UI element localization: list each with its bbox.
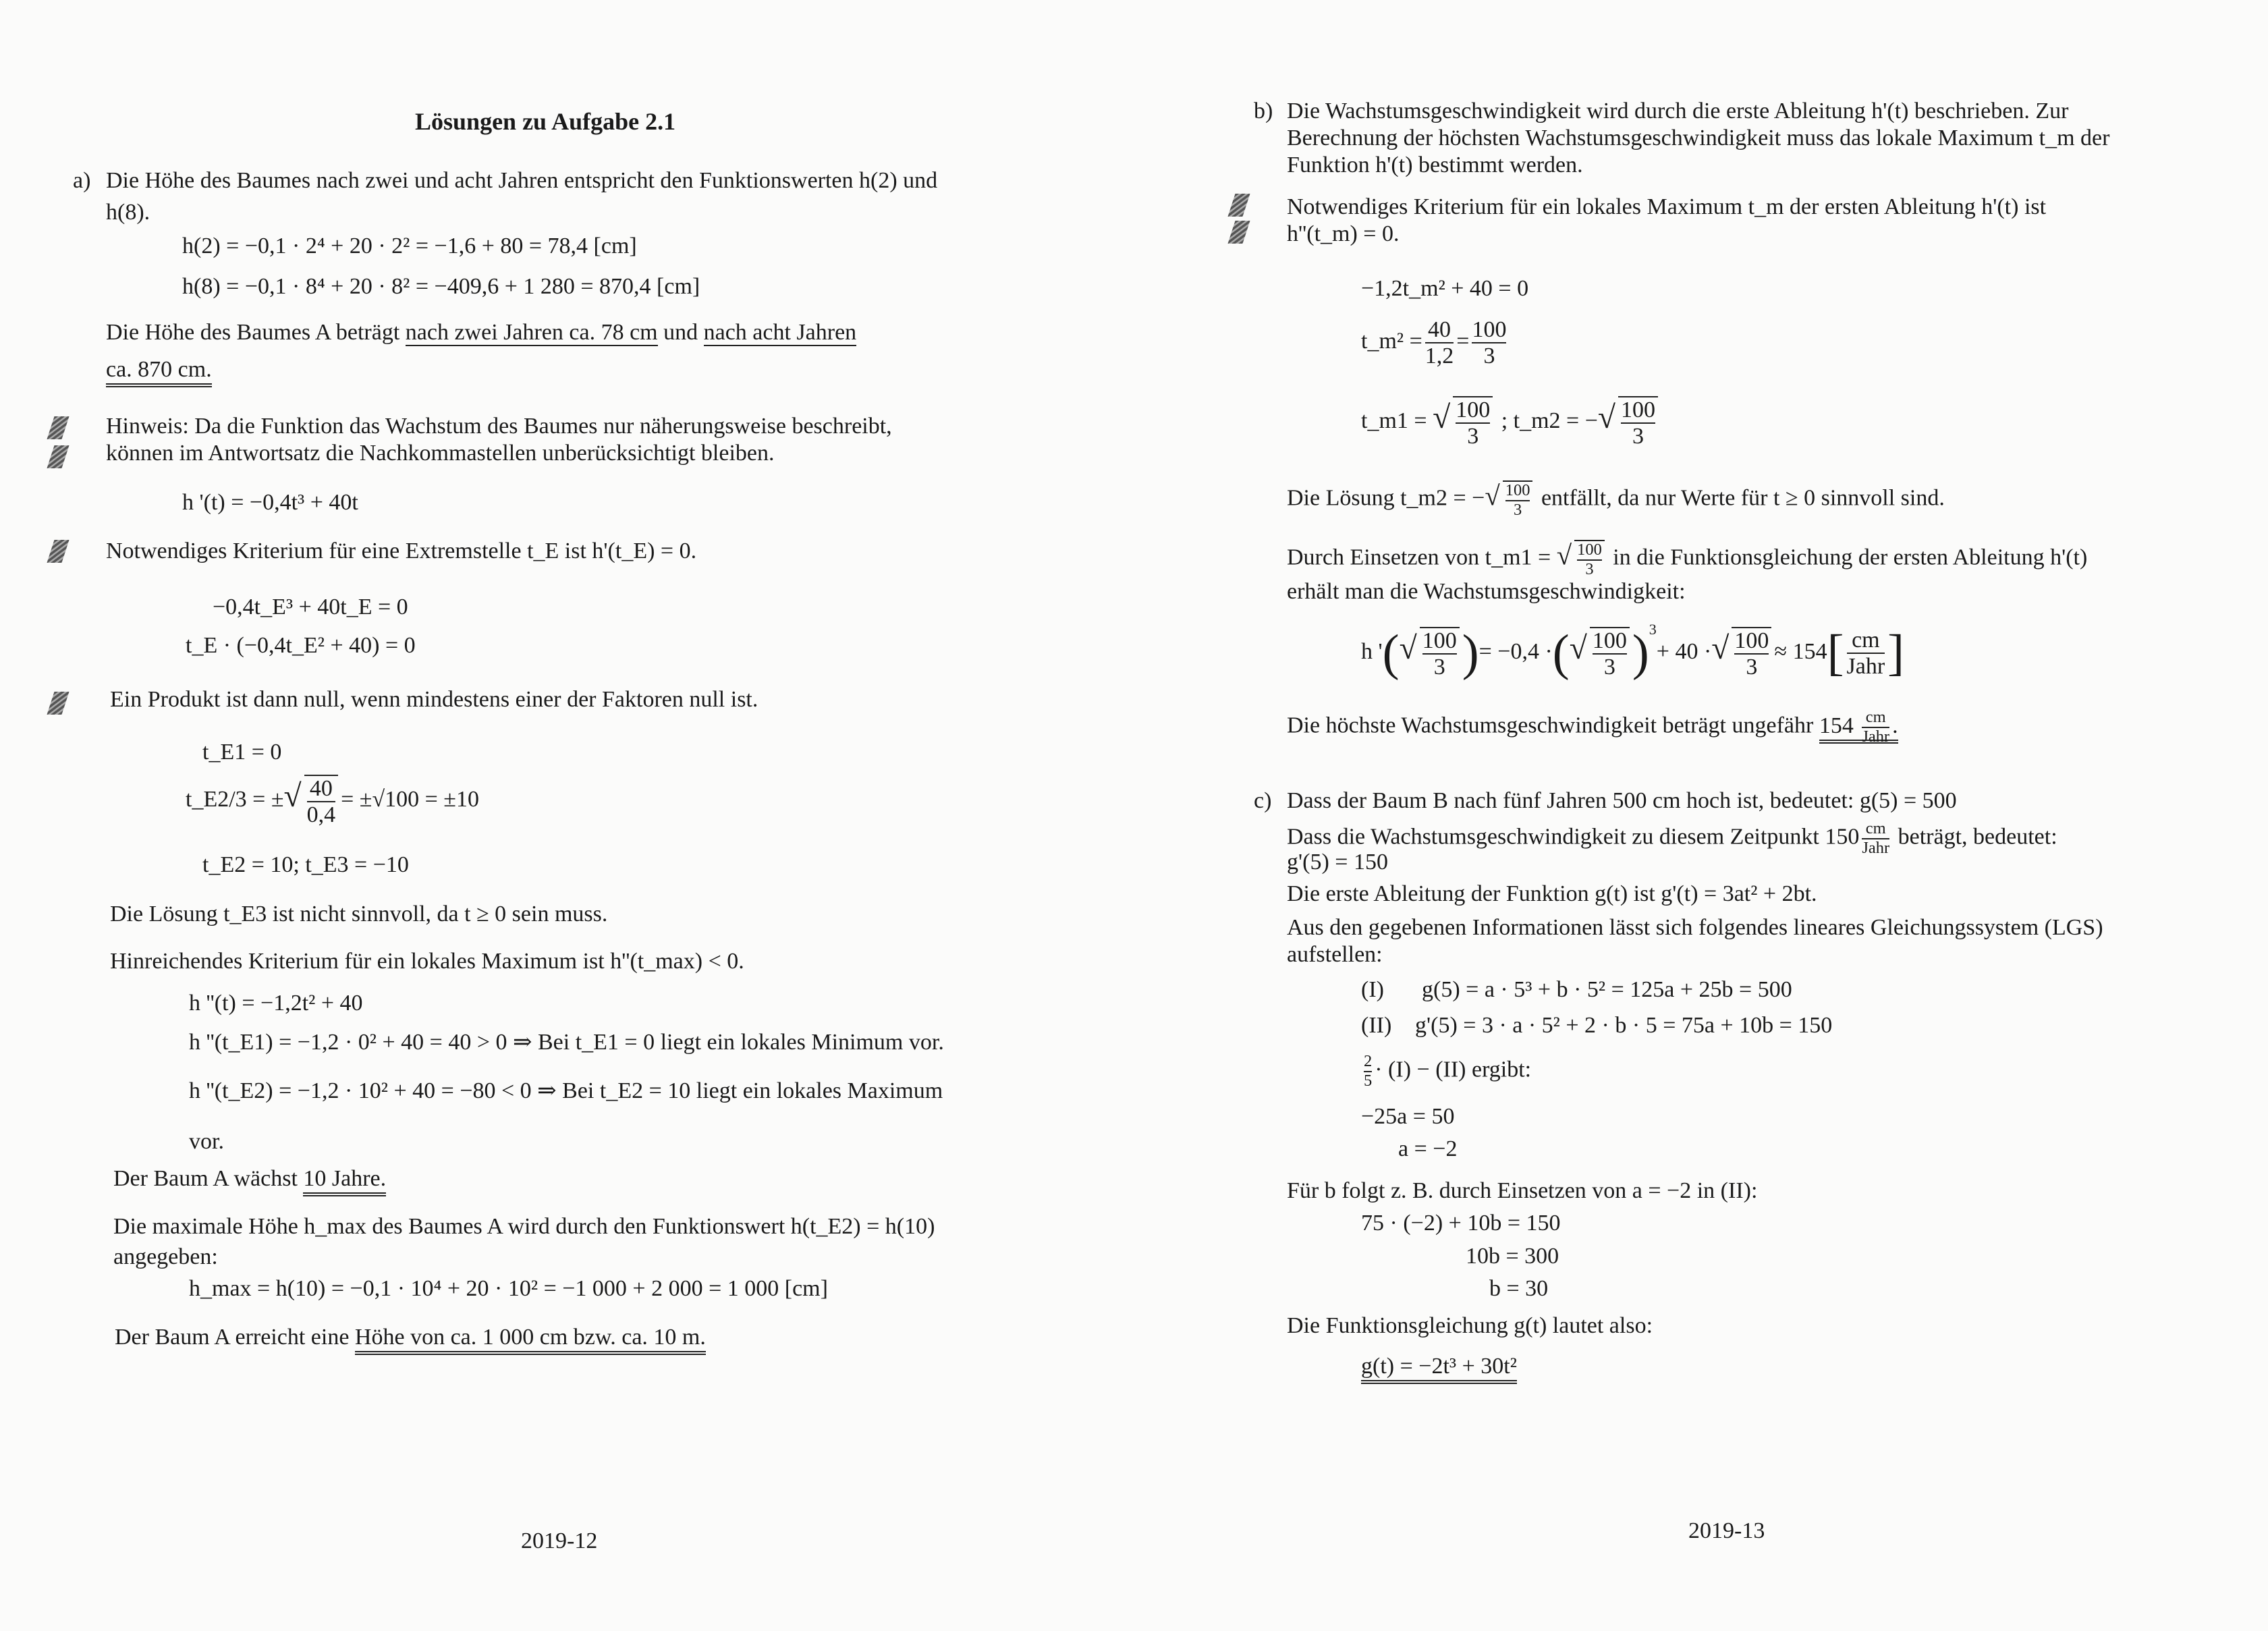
fraction: $\frac{100}{3}$ bbox=[1453, 396, 1493, 449]
part-a-label: a) bbox=[73, 168, 91, 193]
page-number: 2019-12 bbox=[521, 1528, 598, 1553]
equation: t_E1 = 0 bbox=[202, 740, 282, 765]
equation: 10b = 300 bbox=[1466, 1244, 1559, 1269]
text-line: Dass der Baum B nach fünf Jahren 500 cm hoch ist, bedeutet: g(5) = 500 bbox=[1287, 788, 1957, 813]
equation-tm2: t_m² = $\frac{40}{1,2}$ = $\frac{100}{3}$ bbox=[1361, 317, 1507, 369]
final-answer bbox=[1361, 1353, 1517, 1379]
fraction: $\frac{40}{0,4}$ bbox=[304, 775, 339, 828]
marker-icon bbox=[1227, 221, 1250, 244]
underlined-answer: 154 cm Jahr . bbox=[1819, 708, 1898, 746]
answer-a-cont bbox=[106, 356, 212, 383]
marker-icon bbox=[47, 416, 69, 439]
system-label: (I) bbox=[1361, 977, 1384, 1002]
part-b-label: b) bbox=[1254, 99, 1273, 123]
text-line: h''(t_m) = 0. bbox=[1287, 221, 1400, 246]
text-line-solution: Die Lösung t_m2 = −√ $\frac{100}{3}$ entfällt, da nur Werte für t ≥ 0 sinnvoll sind. bbox=[1287, 480, 1945, 519]
unit-fraction: cm Jahr bbox=[1862, 708, 1890, 746]
answer-a: Die Höhe des Baumes A beträgt nach zwei Jahren ca. 78 cm und nach acht Jahren bbox=[106, 320, 857, 345]
equation: b = 30 bbox=[1489, 1276, 1549, 1301]
fraction: $\frac{100}{3}$ bbox=[1618, 396, 1658, 449]
underlined-answer: Höhe von ca. 1 000 cm bzw. ca. 10 m. bbox=[355, 1325, 706, 1355]
unit-fraction: cm Jahr bbox=[1862, 819, 1890, 857]
text-line-rate: Dass die Wachstumsgeschwindigkeit zu diesem Zeitpunkt 150 cm Jahr beträgt, bedeutet: bbox=[1287, 819, 2057, 857]
equation: −25a = 50 bbox=[1361, 1104, 1455, 1129]
text-line: angegeben: bbox=[113, 1244, 218, 1269]
system-label: (II) bbox=[1361, 1013, 1392, 1038]
underlined-answer: nach zwei Jahren ca. 78 cm bbox=[405, 320, 658, 345]
answer-grow: Der Baum A wächst 10 Jahre. bbox=[113, 1165, 386, 1192]
fraction: $\frac{100}{3}$ bbox=[1574, 540, 1605, 579]
text-line: Für b folgt z. B. durch Einsetzen von a = −2 in (II): bbox=[1287, 1178, 1758, 1203]
underlined-answer: 10 Jahre. bbox=[303, 1166, 386, 1196]
right-page bbox=[1134, 0, 2268, 1631]
equation: h_max = h(10) = −0,1 · 10⁴ + 20 · 10² = −1 000 + 2 000 = 1 000 [cm] bbox=[189, 1276, 828, 1301]
marker-icon bbox=[1227, 194, 1250, 217]
equation-tE23: t_E2/3 = ±√ $\frac{40}{0,4}$ = ±√100 = ±10 bbox=[186, 776, 479, 828]
fraction: $\frac{40}{1,2}$ bbox=[1425, 317, 1454, 369]
equation: a = −2 bbox=[1398, 1136, 1458, 1161]
derivative: h '(t) = −0,4t³ + 40t bbox=[182, 490, 358, 515]
equation: h ''(t) = −1,2t² + 40 bbox=[189, 991, 363, 1016]
fraction: $\frac{100}{3}$ bbox=[1472, 317, 1507, 369]
text-line: Funktion h'(t) bestimmt werden. bbox=[1287, 153, 1583, 177]
fraction: $\frac{2}{5}$ bbox=[1364, 1052, 1373, 1090]
text-line: Die Höhe des Baumes nach zwei und acht Jahren entspricht den Funktionswerten h(2) und bbox=[106, 168, 938, 193]
marker-icon bbox=[47, 445, 69, 468]
equation: h ''(t_E1) = −1,2 · 0² + 40 = 40 > 0 ⇒ Bei t_E1 = 0 liegt ein lokales Minimum vor. bbox=[189, 1030, 944, 1055]
equation: t_E · (−0,4t_E² + 40) = 0 bbox=[186, 633, 416, 658]
text-line: Die Funktionsgleichung g(t) lautet also: bbox=[1287, 1313, 1653, 1338]
fraction: $\frac{100}{3}$ bbox=[1503, 480, 1533, 520]
equation: g'(5) = 3 · a · 5² + 2 · b · 5 = 75a + 10b = 150 bbox=[1415, 1013, 1833, 1038]
equation: 75 · (−2) + 10b = 150 bbox=[1361, 1211, 1561, 1236]
equation-velocity: h '(√ $\frac{100}{3}$ )= −0,4 ·(√ $\frac{100}{3}$ )$^3$+ 40 ·√ $\frac{100}{3}$ ≈ 154[ cm Jahr ] bbox=[1361, 621, 1905, 681]
marker-icon bbox=[47, 692, 69, 715]
text-line: Die Lösung t_E3 ist nicht sinnvoll, da t ≥ 0 sein muss. bbox=[110, 902, 608, 927]
underlined-answer: g(t) = −2t³ + 30t² bbox=[1361, 1354, 1517, 1384]
text-line: Die Wachstumsgeschwindigkeit wird durch die erste Ableitung h'(t) beschrieben. Zur bbox=[1287, 99, 2069, 123]
marker-icon bbox=[47, 540, 69, 563]
answer-max-velocity: Die höchste Wachstumsgeschwindigkeit beträgt ungefähr 154 cm Jahr . bbox=[1287, 708, 1898, 746]
text-line: Notwendiges Kriterium für eine Extremstelle t_E ist h'(t_E) = 0. bbox=[106, 538, 697, 563]
page-number: 2019-13 bbox=[1688, 1518, 1765, 1543]
underlined-answer: ca. 870 cm. bbox=[106, 357, 212, 387]
equation: t_E2 = 10; t_E3 = −10 bbox=[202, 852, 409, 877]
equation-tm: t_m1 = √ $\frac{100}{3}$ ; t_m2 = −√ $\frac{100}{3}$ bbox=[1361, 396, 1661, 449]
underlined-answer: nach acht Jahren bbox=[703, 320, 857, 345]
fraction: $\frac{100}{3}$ bbox=[1420, 627, 1460, 680]
answer-reach: Der Baum A erreicht eine Höhe von ca. 1 000 cm bzw. ca. 10 m. bbox=[115, 1324, 706, 1350]
page-title: Lösungen zu Aufgabe 2.1 bbox=[415, 108, 676, 135]
equation: g(5) = a · 5³ + b · 5² = 125a + 25b = 500 bbox=[1422, 977, 1792, 1002]
equation: −1,2t_m² + 40 = 0 bbox=[1361, 276, 1529, 301]
text-line: g'(5) = 150 bbox=[1287, 850, 1388, 875]
text-line: Ein Produkt ist dann null, wenn mindestens einer der Faktoren null ist. bbox=[110, 687, 758, 712]
text-line: aufstellen: bbox=[1287, 942, 1383, 967]
equation-h8: h(8) = −0,1 · 8⁴ + 20 · 8² = −409,6 + 1 280 = 870,4 [cm] bbox=[182, 274, 700, 299]
unit-fraction: cm Jahr bbox=[1846, 627, 1885, 680]
equation-combination: $\frac{2}{5}$ · (I) − (II) ergibt: bbox=[1364, 1052, 1532, 1090]
text-line: vor. bbox=[189, 1129, 224, 1154]
text-line-insert: Durch Einsetzen von t_m1 = √ $\frac{100}{3}$ in die Funktionsgleichung der ersten Ableitung h'(t) bbox=[1287, 540, 2088, 578]
text-line: Hinreichendes Kriterium für ein lokales Maximum ist h''(t_max) < 0. bbox=[110, 949, 744, 974]
fraction: $\frac{100}{3}$ bbox=[1732, 627, 1771, 680]
text-line: erhält man die Wachstumsgeschwindigkeit: bbox=[1287, 579, 1686, 604]
equation: h ''(t_E2) = −1,2 · 10² + 40 = −80 < 0 ⇒ Bei t_E2 = 10 liegt ein lokales Maximum bbox=[189, 1078, 943, 1103]
part-c-label: c) bbox=[1254, 788, 1272, 813]
text-line: h(8). bbox=[106, 200, 150, 225]
equation-h2: h(2) = −0,1 · 2⁴ + 20 · 2² = −1,6 + 80 = 78,4 [cm] bbox=[182, 233, 637, 258]
text-line: Aus den gegebenen Informationen lässt sich folgendes lineares Gleichungssystem (LGS) bbox=[1287, 915, 2103, 940]
hint-line: können im Antwortsatz die Nachkommastellen unberücksichtigt bleiben. bbox=[106, 441, 775, 466]
fraction: $\frac{100}{3}$ bbox=[1590, 627, 1630, 680]
text-line: Berechnung der höchsten Wachstumsgeschwindigkeit muss das lokale Maximum t_m der bbox=[1287, 126, 2110, 150]
equation: −0,4t_E³ + 40t_E = 0 bbox=[213, 595, 408, 619]
text-line: Notwendiges Kriterium für ein lokales Maximum t_m der ersten Ableitung h'(t) ist bbox=[1287, 194, 2047, 219]
text-line: Die erste Ableitung der Funktion g(t) ist g'(t) = 3at² + 2bt. bbox=[1287, 881, 1817, 906]
text-line: Die maximale Höhe h_max des Baumes A wird durch den Funktionswert h(t_E2) = h(10) bbox=[113, 1214, 935, 1239]
hint-line: Hinweis: Da die Funktion das Wachstum des Baumes nur näherungsweise beschreibt, bbox=[106, 414, 892, 439]
